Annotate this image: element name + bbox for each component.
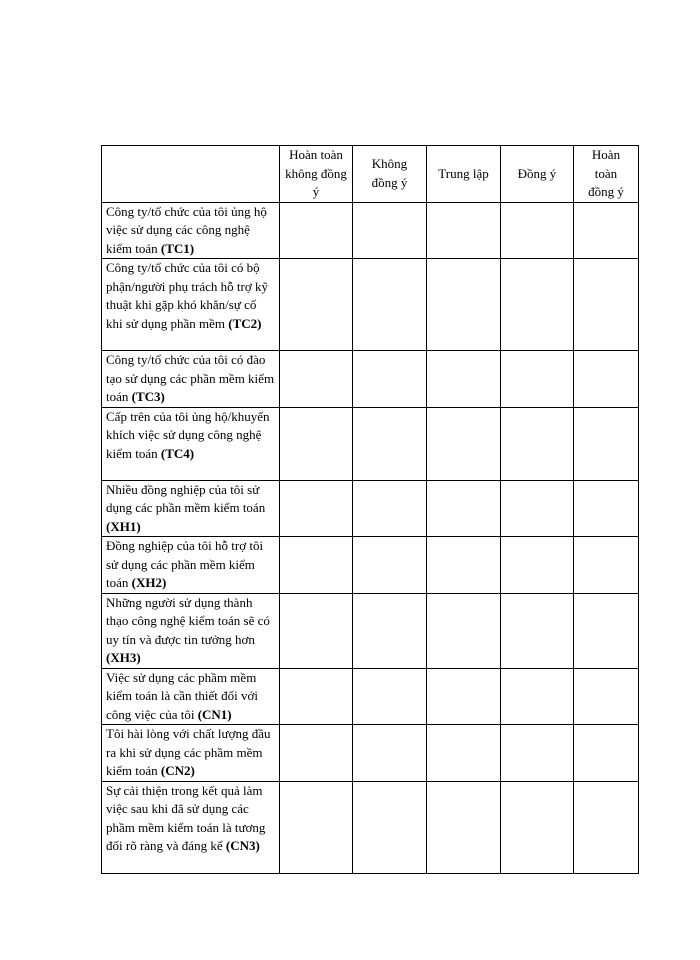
response-cell[interactable] [427,407,501,480]
response-cell[interactable] [427,537,501,594]
response-cell[interactable] [501,593,574,668]
response-cell[interactable] [280,537,353,594]
item-statement [102,480,280,537]
header-agree: Đồng ý [501,146,574,203]
response-cell[interactable] [280,725,353,782]
table-row-tc3 [102,351,639,408]
response-cell[interactable] [501,259,574,351]
response-cell[interactable] [280,407,353,480]
item-text: Sự cải thiện trong kết quả làm việc sau khi đã sử dụng các phầm mềm kiểm toán là tương đối rõ ràng và đáng kể [106,782,266,853]
table-row-cn1 [102,668,639,725]
response-cell[interactable] [353,202,427,259]
item-text: Cấp trên của tôi ủng hộ/khuyến khích việc sử dụng công nghệ kiểm toán [106,408,270,461]
response-cell[interactable] [427,725,501,782]
response-cell[interactable] [574,725,639,782]
item-code: (TC1) [160,240,195,256]
item-code: (XH3) [106,650,141,665]
response-cell[interactable] [501,725,574,782]
survey-table [101,145,639,874]
item-statement [102,537,280,594]
response-cell[interactable] [353,259,427,351]
response-cell[interactable] [353,537,427,594]
response-cell[interactable] [280,593,353,668]
item-statement [102,593,280,668]
header-strongly-disagree: Hoàn toàn không đồng ý [280,146,353,203]
response-cell[interactable] [574,537,639,594]
response-cell[interactable] [353,351,427,408]
response-cell[interactable] [427,351,501,408]
table-row-tc2 [102,259,639,351]
header-strongly-agree: Hoàn toàn đồng ý [574,146,639,203]
table-row-tc1 [102,202,639,259]
response-cell[interactable] [574,668,639,725]
table-row-cn3 [102,781,639,873]
header-row [102,146,639,203]
response-cell[interactable] [501,407,574,480]
header-disagree: Không đồng ý [353,146,427,203]
item-code: (TC4) [160,445,195,461]
item-text: Công ty/tổ chức của tôi ủng hộ việc sử dụng các công nghệ kiểm toán [106,203,267,256]
item-statement [102,202,280,259]
item-text: Đồng nghiệp của tôi hỗ trợ tôi sử dụng các phần mềm kiểm toán [106,538,264,590]
response-cell[interactable] [501,537,574,594]
item-text: Những người sử dụng thành thạo công nghệ kiểm toán sẽ có uy tín và được tin tưởng hơn [106,594,270,647]
response-cell[interactable] [353,480,427,537]
item-text: Nhiều đồng nghiệp của tôi sử dụng các phần mềm kiểm toán [106,481,266,515]
response-cell[interactable] [574,351,639,408]
response-cell[interactable] [501,351,574,408]
table-row-cn2 [102,725,639,782]
response-cell[interactable] [280,351,353,408]
response-cell[interactable] [574,407,639,480]
item-code: (CN2) [160,763,195,778]
header-cell-blank [102,146,280,203]
item-statement [102,725,280,782]
response-cell[interactable] [574,593,639,668]
response-cell[interactable] [280,668,353,725]
response-cell[interactable] [501,668,574,725]
response-cell[interactable] [427,259,501,351]
response-cell[interactable] [427,480,501,537]
response-cell[interactable] [353,407,427,480]
item-code: (CN3) [225,838,260,853]
response-cell[interactable] [427,668,501,725]
response-cell[interactable] [427,781,501,873]
response-cell[interactable] [501,202,574,259]
item-code: (TC3) [131,389,165,404]
response-cell[interactable] [353,593,427,668]
item-text: Việc sử dụng các phầm mềm kiểm toán là cần thiết đối với công việc của tôi [106,669,259,722]
item-code: (CN1) [197,706,232,722]
item-code: (TC2) [228,315,262,331]
response-cell[interactable] [280,202,353,259]
item-code: (XH1) [106,518,141,534]
response-cell[interactable] [353,781,427,873]
item-statement [102,259,280,351]
table-row-xh2 [102,537,639,594]
item-statement [102,781,280,873]
response-cell[interactable] [574,259,639,351]
response-cell[interactable] [280,259,353,351]
response-cell[interactable] [353,668,427,725]
table-row-xh1 [102,480,639,537]
response-cell[interactable] [353,725,427,782]
item-text: Tôi hài lòng với chất lượng đầu ra khi sử dụng các phầm mềm kiểm toán [106,726,271,778]
response-cell[interactable] [280,480,353,537]
response-cell[interactable] [574,480,639,537]
response-cell[interactable] [501,781,574,873]
response-cell[interactable] [427,593,501,668]
response-cell[interactable] [501,480,574,537]
item-text: Công ty/tổ chức của tôi có đào tạo sử dụng các phần mềm kiểm toán [106,352,275,404]
item-statement [102,668,280,725]
table-row-tc4 [102,407,639,480]
response-cell[interactable] [574,202,639,259]
item-statement [102,407,280,480]
header-neutral: Trung lập [427,146,501,203]
item-text: Công ty/tổ chức của tôi có bộ phận/người phụ trách hỗ trợ kỹ thuật khi gặp khó khăn/sự cố khi sử dụng phần mềm [106,260,268,331]
response-cell[interactable] [427,202,501,259]
item-code: (XH2) [131,575,167,590]
response-cell[interactable] [574,781,639,873]
response-cell[interactable] [280,781,353,873]
table-row-xh3 [102,593,639,668]
item-statement [102,351,280,408]
